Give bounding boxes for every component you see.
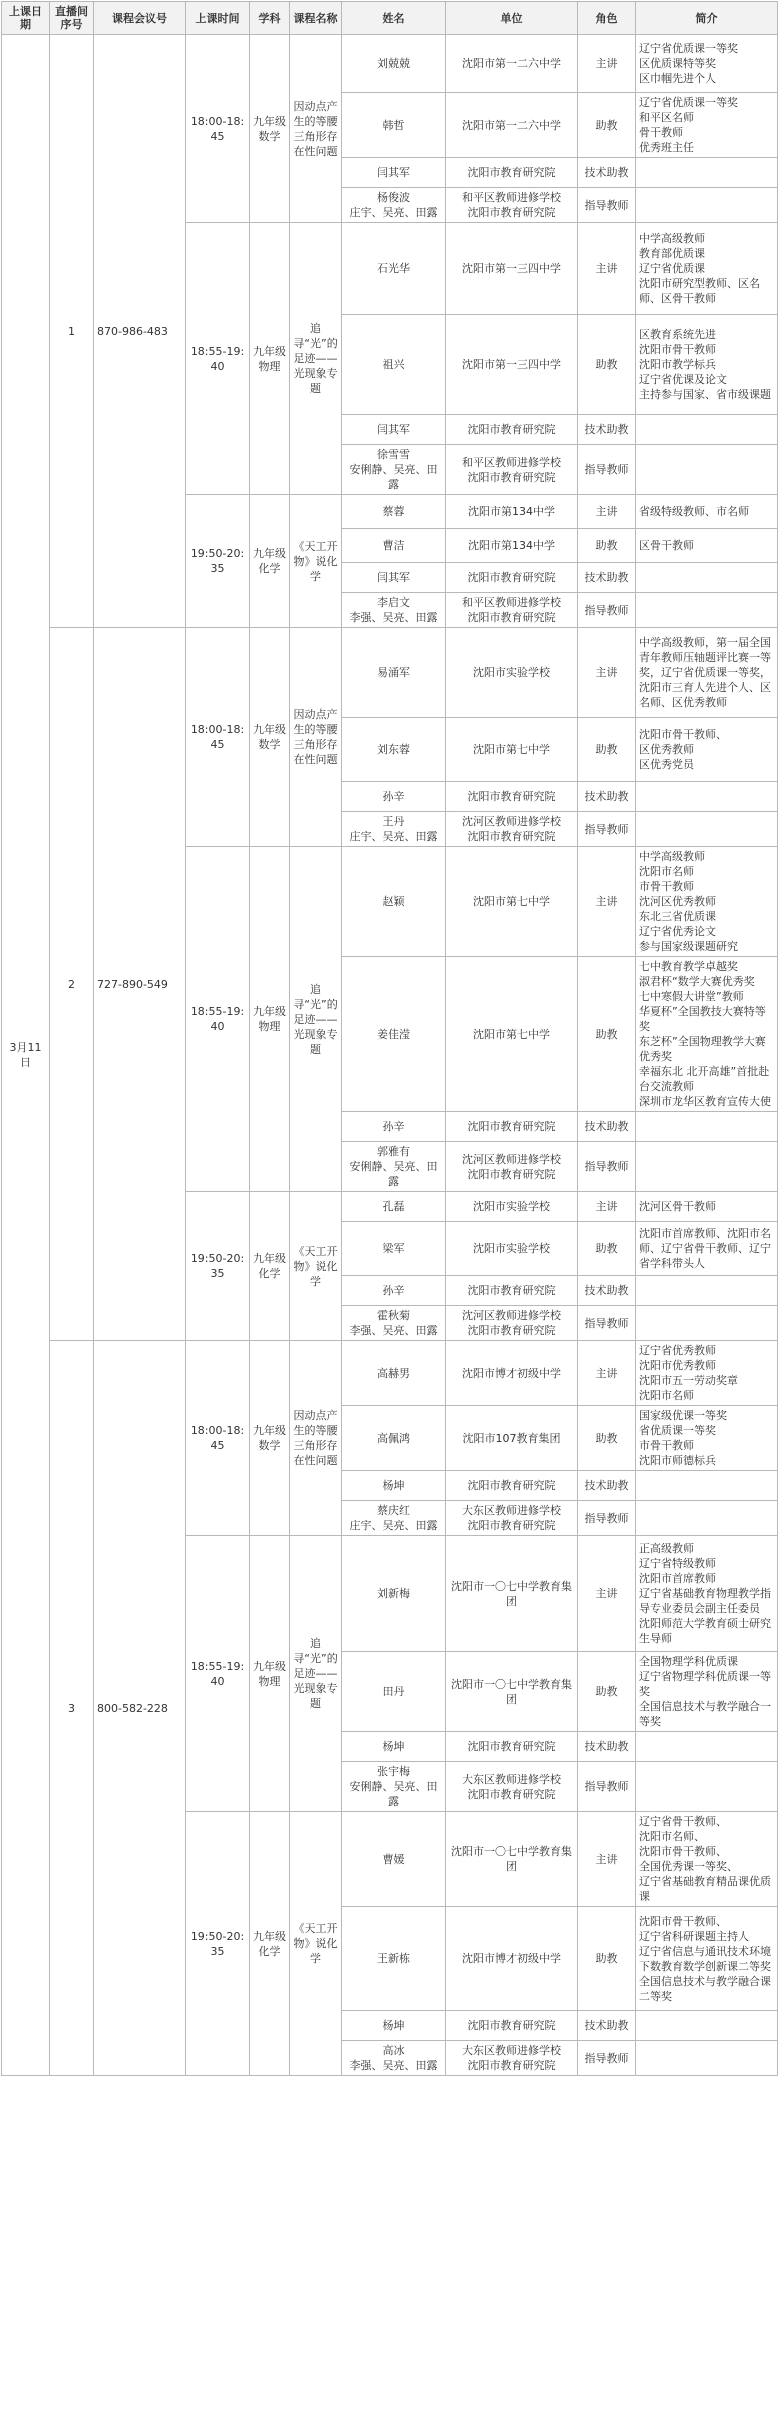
role-cell: 主讲 [578,1192,636,1222]
time-cell: 18:00-18:45 [186,35,250,223]
subject-cell: 九年级数学 [250,628,290,847]
intro-cell [636,1142,778,1192]
time-cell: 18:00-18:45 [186,628,250,847]
intro-cell [636,782,778,812]
intro-cell: 沈阳市骨干教师、 辽宁省科研课题主持人 辽宁省信息与通讯技术环境下数教育数学创新课二等奖 全国信息技术与教学融合课二等奖 [636,1907,778,2011]
name-cell: 杨俊波 庄宇、吴亮、田露 [342,188,446,223]
room-no-cell: 1 [50,35,94,628]
name-cell: 孙辛 [342,782,446,812]
time-cell: 19:50-20:35 [186,1192,250,1341]
course-cell: 《天工开物》说化学 [290,1192,342,1341]
unit-cell: 沈阳市第一三四中学 [446,315,578,415]
name-cell: 孔磊 [342,1192,446,1222]
unit-cell: 沈阳市教育研究院 [446,563,578,593]
name-cell: 闫其军 [342,158,446,188]
role-cell: 助教 [578,1406,636,1471]
unit-cell: 沈阳市第一三四中学 [446,223,578,315]
unit-cell: 沈阳市一〇七中学教育集团 [446,1536,578,1652]
header-row [2,2,778,35]
intro-cell: 七中教育教学卓越奖 淑君杯“数学大赛优秀奖 七中寒假大讲堂”教师 华夏杯”全国教技大赛特等奖 东芝杯”全国物理教学大赛优秀奖 幸福东北 北开高雄”首批赴台交流教师 深圳市龙华区教育宣传大使 [636,957,778,1112]
intro-cell [636,445,778,495]
intro-cell [636,1306,778,1341]
role-cell: 指导教师 [578,1142,636,1192]
intro-cell: 省级特级教师、市名师 [636,495,778,529]
name-cell: 王新栋 [342,1907,446,2011]
date-cell: 3月11日 [2,35,50,2076]
unit-cell: 沈河区教师进修学校 沈阳市教育研究院 [446,1306,578,1341]
room-no-cell: 2 [50,628,94,1341]
name-cell: 蔡庆红 庄宇、吴亮、田露 [342,1501,446,1536]
name-cell: 易涌军 [342,628,446,718]
unit-cell: 沈阳市教育研究院 [446,1276,578,1306]
meeting-id-cell: 727-890-549 [94,628,186,1341]
role-cell: 技术助教 [578,415,636,445]
table-row [2,1341,778,1406]
role-cell: 技术助教 [578,2011,636,2041]
intro-cell [636,1732,778,1762]
unit-cell: 沈阳市教育研究院 [446,782,578,812]
name-cell: 刘新梅 [342,1536,446,1652]
subject-cell: 九年级化学 [250,495,290,628]
course-cell: 因动点产生的等腰三角形存在性问题 [290,35,342,223]
unit-cell: 沈阳市一〇七中学教育集团 [446,1812,578,1907]
subject-cell: 九年级物理 [250,1536,290,1812]
meeting-id-cell: 870-986-483 [94,35,186,628]
unit-cell: 大东区教师进修学校 沈阳市教育研究院 [446,1762,578,1812]
name-cell: 杨坤 [342,2011,446,2041]
intro-cell [636,2041,778,2076]
unit-cell: 沈阳市实验学校 [446,1222,578,1276]
unit-cell: 沈阳市教育研究院 [446,1471,578,1501]
role-cell: 技术助教 [578,563,636,593]
header-time: 上课时间 [186,2,250,35]
meeting-id-cell: 800-582-228 [94,1341,186,2076]
intro-cell [636,1501,778,1536]
intro-cell [636,1762,778,1812]
unit-cell: 沈阳市教育研究院 [446,2011,578,2041]
name-cell: 孙辛 [342,1276,446,1306]
room-no-cell: 3 [50,1341,94,2076]
unit-cell: 沈阳市实验学校 [446,628,578,718]
unit-cell: 沈阳市第一二六中学 [446,93,578,158]
role-cell: 助教 [578,315,636,415]
intro-cell: 辽宁省优质课一等奖 和平区名师 骨干教师 优秀班主任 [636,93,778,158]
name-cell: 高赫男 [342,1341,446,1406]
unit-cell: 沈阳市教育研究院 [446,415,578,445]
subject-cell: 九年级化学 [250,1812,290,2076]
header-meeting-id: 课程会议号 [94,2,186,35]
time-cell: 18:00-18:45 [186,1341,250,1536]
intro-cell: 中学高级教师，第一届全国青年教师压轴题评比赛一等奖，辽宁省优质课一等奖，沈阳市三育人先进个人、区名师、区优秀教师 [636,628,778,718]
intro-cell: 辽宁省优质课一等奖 区优质课特等奖 区巾帼先进个人 [636,35,778,93]
role-cell: 技术助教 [578,1732,636,1762]
header-date: 上课日期 [2,2,50,35]
role-cell: 指导教师 [578,188,636,223]
time-cell: 19:50-20:35 [186,495,250,628]
name-cell: 田丹 [342,1652,446,1732]
table-row [2,35,778,93]
name-cell: 赵颖 [342,847,446,957]
name-cell: 郭雅有 安俐静、吴亮、田露 [342,1142,446,1192]
intro-cell: 沈阳市首席教师、沈阳市名师、辽宁省骨干教师、辽宁省学科带头人 [636,1222,778,1276]
intro-cell: 沈阳市骨干教师、 区优秀教师 区优秀党员 [636,718,778,782]
role-cell: 技术助教 [578,1112,636,1142]
role-cell: 主讲 [578,628,636,718]
role-cell: 助教 [578,718,636,782]
name-cell: 曹媛 [342,1812,446,1907]
unit-cell: 沈阳市教育研究院 [446,1732,578,1762]
role-cell: 技术助教 [578,782,636,812]
role-cell: 助教 [578,529,636,563]
name-cell: 姜佳滢 [342,957,446,1112]
name-cell: 高佩鸿 [342,1406,446,1471]
name-cell: 韩哲 [342,93,446,158]
unit-cell: 沈阳市一〇七中学教育集团 [446,1652,578,1732]
course-cell: 追寻“光”的足迹——光现象专题 [290,847,342,1192]
table-row [2,628,778,718]
intro-cell: 辽宁省优秀教师 沈阳市优秀教师 沈阳市五一劳动奖章 沈阳市名师 [636,1341,778,1406]
role-cell: 主讲 [578,1536,636,1652]
unit-cell: 沈阳市第七中学 [446,957,578,1112]
intro-cell [636,158,778,188]
role-cell: 助教 [578,1907,636,2011]
name-cell: 杨坤 [342,1471,446,1501]
schedule-body [2,35,778,2076]
intro-cell [636,593,778,628]
unit-cell: 沈河区教师进修学校 沈阳市教育研究院 [446,812,578,847]
role-cell: 指导教师 [578,593,636,628]
intro-cell: 中学高级教师 沈阳市名师 市骨干教师 沈河区优秀教师 东北三省优质课 辽宁省优秀论文 参与国家级课题研究 [636,847,778,957]
role-cell: 主讲 [578,847,636,957]
name-cell: 孙辛 [342,1112,446,1142]
name-cell: 张宇梅 安俐静、吴亮、田露 [342,1762,446,1812]
unit-cell: 沈阳市实验学校 [446,1192,578,1222]
role-cell: 指导教师 [578,1762,636,1812]
unit-cell: 大东区教师进修学校 沈阳市教育研究院 [446,2041,578,2076]
intro-cell [636,2011,778,2041]
header-unit: 单位 [446,2,578,35]
name-cell: 刘兢兢 [342,35,446,93]
unit-cell: 大东区教师进修学校 沈阳市教育研究院 [446,1501,578,1536]
role-cell: 指导教师 [578,812,636,847]
unit-cell: 沈阳市博才初级中学 [446,1907,578,2011]
role-cell: 助教 [578,1222,636,1276]
role-cell: 技术助教 [578,158,636,188]
name-cell: 闫其军 [342,563,446,593]
subject-cell: 九年级物理 [250,847,290,1192]
subject-cell: 九年级数学 [250,35,290,223]
unit-cell: 沈阳市第七中学 [446,718,578,782]
subject-cell: 九年级物理 [250,223,290,495]
name-cell: 王丹 庄宇、吴亮、田露 [342,812,446,847]
role-cell: 指导教师 [578,2041,636,2076]
course-cell: 《天工开物》说化学 [290,1812,342,2076]
time-cell: 18:55-19:40 [186,847,250,1192]
role-cell: 指导教师 [578,1306,636,1341]
time-cell: 18:55-19:40 [186,1536,250,1812]
role-cell: 助教 [578,1652,636,1732]
role-cell: 技术助教 [578,1276,636,1306]
intro-cell: 区骨干教师 [636,529,778,563]
intro-cell [636,188,778,223]
intro-cell: 沈河区骨干教师 [636,1192,778,1222]
course-cell: 追寻“光”的足迹——光现象专题 [290,223,342,495]
time-cell: 18:55-19:40 [186,223,250,495]
intro-cell: 区教育系统先进 沈阳市骨干教师 沈阳市教学标兵 辽宁省优课及论文 主持参与国家、省市级课题 [636,315,778,415]
unit-cell: 和平区教师进修学校 沈阳市教育研究院 [446,593,578,628]
name-cell: 梁军 [342,1222,446,1276]
intro-cell [636,415,778,445]
time-cell: 19:50-20:35 [186,1812,250,2076]
intro-cell [636,563,778,593]
header-subject: 学科 [250,2,290,35]
unit-cell: 沈阳市第七中学 [446,847,578,957]
unit-cell: 沈河区教师进修学校 沈阳市教育研究院 [446,1142,578,1192]
intro-cell: 国家级优课一等奖 省优质课一等奖 市骨干教师 沈阳市师德标兵 [636,1406,778,1471]
name-cell: 祖兴 [342,315,446,415]
name-cell: 刘东蓉 [342,718,446,782]
unit-cell: 沈阳市第134中学 [446,495,578,529]
intro-cell: 辽宁省骨干教师、 沈阳市名师、 沈阳市骨干教师、 全国优秀课一等奖、 辽宁省基础教育精品课优质课 [636,1812,778,1907]
role-cell: 助教 [578,93,636,158]
name-cell: 闫其军 [342,415,446,445]
name-cell: 徐雪雪 安俐静、吴亮、田露 [342,445,446,495]
role-cell: 助教 [578,957,636,1112]
name-cell: 杨坤 [342,1732,446,1762]
name-cell: 霍秋菊 李强、吴亮、田露 [342,1306,446,1341]
unit-cell: 沈阳市第134中学 [446,529,578,563]
role-cell: 指导教师 [578,1501,636,1536]
header-role: 角色 [578,2,636,35]
intro-cell [636,1276,778,1306]
unit-cell: 沈阳市教育研究院 [446,1112,578,1142]
name-cell: 石光华 [342,223,446,315]
schedule-table [1,1,778,2076]
subject-cell: 九年级数学 [250,1341,290,1536]
intro-cell [636,812,778,847]
intro-cell [636,1112,778,1142]
unit-cell: 沈阳市教育研究院 [446,158,578,188]
intro-cell [636,1471,778,1501]
course-cell: 因动点产生的等腰三角形存在性问题 [290,628,342,847]
unit-cell: 和平区教师进修学校 沈阳市教育研究院 [446,445,578,495]
course-cell: 因动点产生的等腰三角形存在性问题 [290,1341,342,1536]
header-course: 课程名称 [290,2,342,35]
unit-cell: 和平区教师进修学校 沈阳市教育研究院 [446,188,578,223]
unit-cell: 沈阳市107教育集团 [446,1406,578,1471]
name-cell: 高冰 李强、吴亮、田露 [342,2041,446,2076]
header-name: 姓名 [342,2,446,35]
role-cell: 技术助教 [578,1471,636,1501]
name-cell: 蔡蓉 [342,495,446,529]
intro-cell: 正高级教师 辽宁省特级教师 沈阳市首席教师 辽宁省基础教育物理教学指导专业委员会副主任委员 沈阳师范大学教育硕士研究生导师 [636,1536,778,1652]
name-cell: 李启文 李强、吴亮、田露 [342,593,446,628]
intro-cell: 中学高级教师 教育部优质课 辽宁省优质课 沈阳市研究型教师、区名师、区骨干教师 [636,223,778,315]
role-cell: 主讲 [578,35,636,93]
role-cell: 主讲 [578,1341,636,1406]
role-cell: 主讲 [578,1812,636,1907]
intro-cell: 全国物理学科优质课 辽宁省物理学科优质课一等奖 全国信息技术与教学融合一等奖 [636,1652,778,1732]
course-cell: 《天工开物》说化学 [290,495,342,628]
role-cell: 指导教师 [578,445,636,495]
subject-cell: 九年级化学 [250,1192,290,1341]
course-cell: 追寻“光”的足迹——光现象专题 [290,1536,342,1812]
unit-cell: 沈阳市第一二六中学 [446,35,578,93]
name-cell: 曹洁 [342,529,446,563]
header-room-no: 直播间序号 [50,2,94,35]
unit-cell: 沈阳市博才初级中学 [446,1341,578,1406]
role-cell: 主讲 [578,223,636,315]
role-cell: 主讲 [578,495,636,529]
header-intro: 简介 [636,2,778,35]
